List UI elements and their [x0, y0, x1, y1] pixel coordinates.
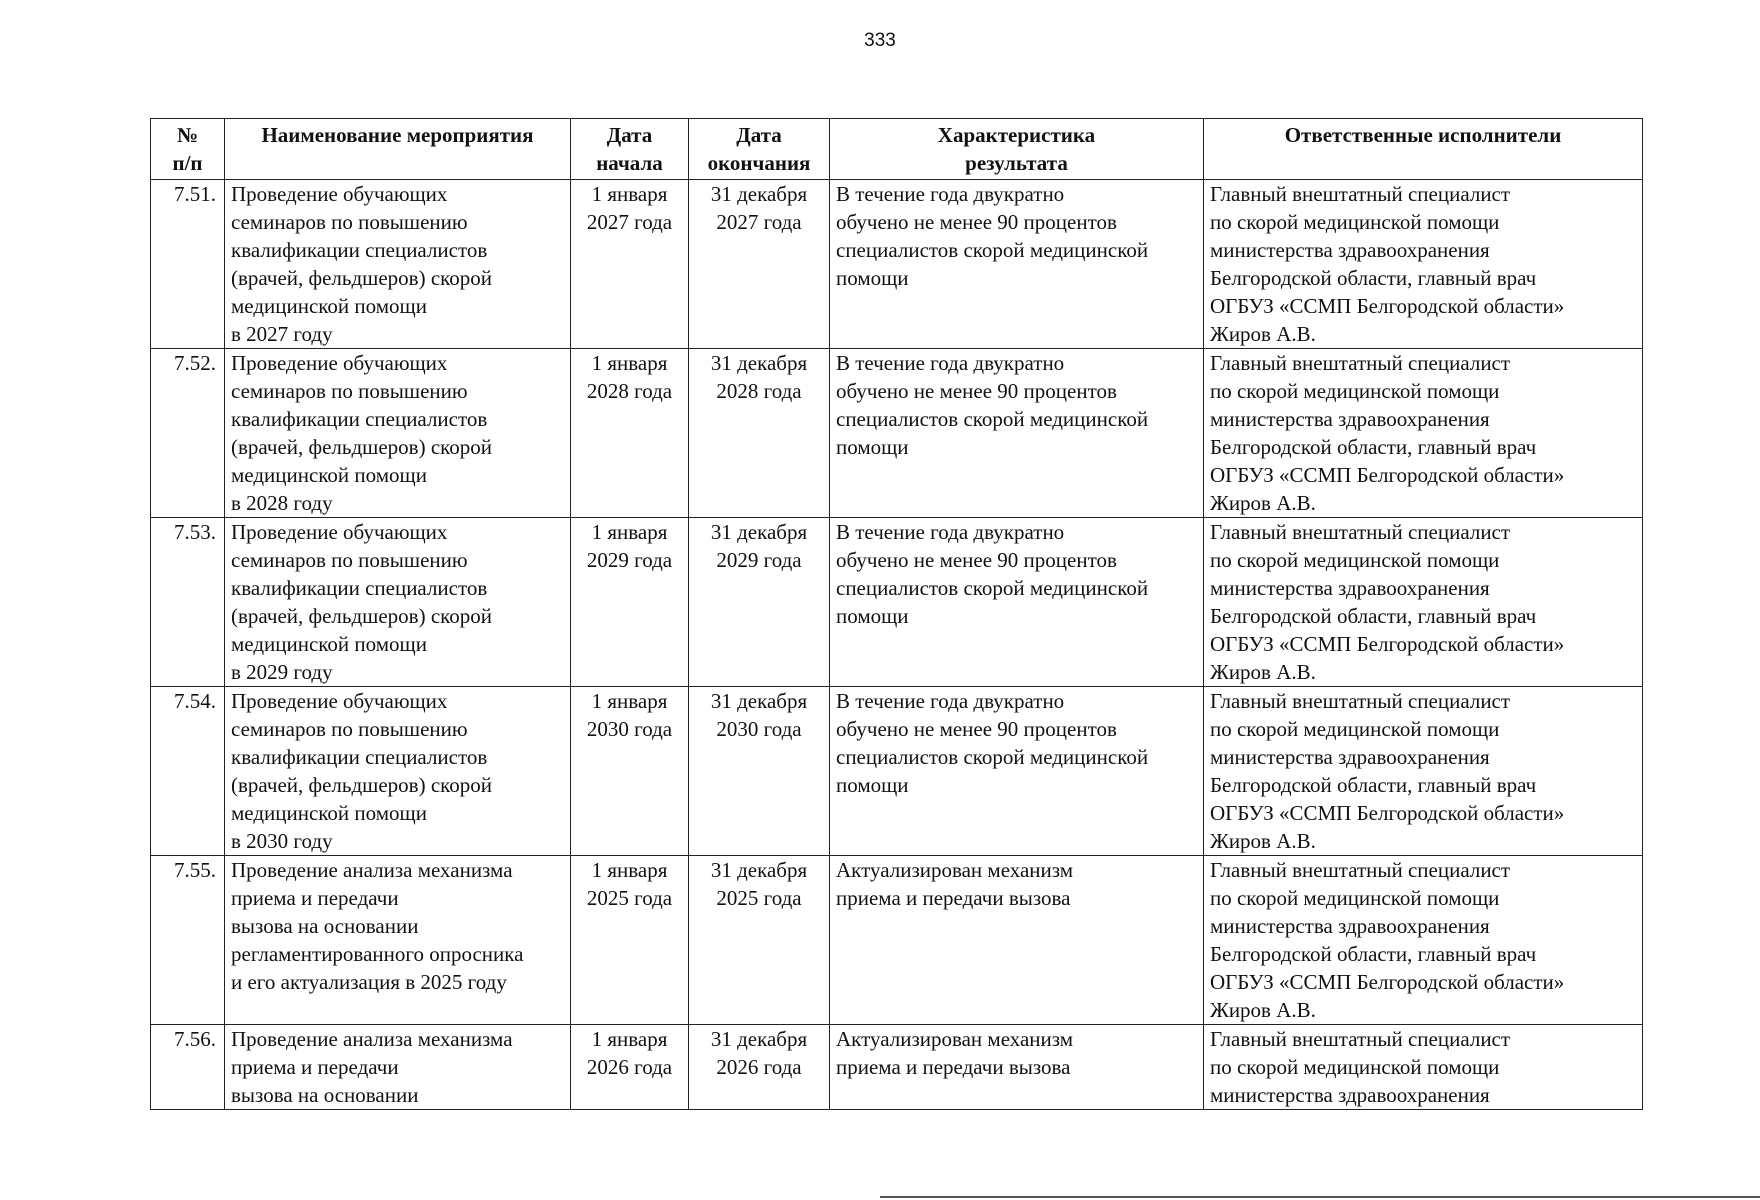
- cell-line: Белгородской области, главный врач: [1210, 266, 1537, 290]
- table-row: [151, 856, 1643, 1025]
- cell-line: Жиров А.В.: [1210, 829, 1316, 853]
- cell-line: (врачей, фельдшеров) скорой: [231, 604, 493, 628]
- header-line: Характеристика: [937, 123, 1096, 147]
- cell-line: 1 января: [591, 182, 668, 206]
- header-executors: [1204, 119, 1643, 180]
- cell-num: 7.55.: [151, 856, 225, 1025]
- cell-name: [225, 180, 571, 349]
- header-line: №: [176, 123, 199, 147]
- cell-start-date: [571, 1025, 689, 1110]
- cell-line: Белгородской области, главный врач: [1210, 942, 1537, 966]
- header-name: [225, 119, 571, 180]
- cell-line: приема и передачи: [231, 1055, 399, 1079]
- cell-line: Проведение обучающих: [231, 689, 448, 713]
- cell-line: В течение года двукратно: [836, 182, 1065, 206]
- header-num: [151, 119, 225, 180]
- cell-line: семинаров по повышению: [231, 548, 468, 572]
- cell-line: 31 декабря: [710, 182, 808, 206]
- cell-start-date: [571, 180, 689, 349]
- cell-end-date: [689, 349, 830, 518]
- cell-line: министерства здравоохранения: [1210, 407, 1490, 431]
- cell-line: помощи: [836, 435, 909, 459]
- cell-line: 2025 года: [586, 886, 673, 910]
- cell-line: специалистов скорой медицинской: [836, 407, 1149, 431]
- cell-line: в 2027 году: [231, 322, 333, 346]
- cell-executors: [1204, 180, 1643, 349]
- cell-line: приема и передачи вызова: [836, 1055, 1071, 1079]
- cell-line: Главный внештатный специалист: [1210, 689, 1511, 713]
- cell-name: [225, 687, 571, 856]
- cell-end-date: [689, 518, 830, 687]
- cell-line: Белгородской области, главный врач: [1210, 435, 1537, 459]
- table-row: [151, 687, 1643, 856]
- cell-line: Главный внештатный специалист: [1210, 858, 1511, 882]
- cell-line: 1 января: [591, 689, 668, 713]
- cell-line: министерства здравоохранения: [1210, 238, 1490, 262]
- cell-start-date: [571, 518, 689, 687]
- cell-line: 2027 года: [716, 210, 802, 234]
- cell-line: помощи: [836, 604, 909, 628]
- cell-line: семинаров по повышению: [231, 379, 468, 403]
- cell-line: по скорой медицинской помощи: [1210, 379, 1500, 403]
- cell-start-date: [571, 856, 689, 1025]
- cell-end-date: [689, 687, 830, 856]
- cell-line: Проведение анализа механизма: [231, 858, 513, 882]
- cell-line: помощи: [836, 773, 909, 797]
- table-row: [151, 180, 1643, 349]
- cell-line: 2028 года: [586, 379, 673, 403]
- cell-line: 2026 года: [716, 1055, 802, 1079]
- cell-line: медицинской помощи: [231, 801, 427, 825]
- cell-line: ОГБУЗ «ССМП Белгородской области»: [1210, 294, 1565, 318]
- cell-line: Проведение анализа механизма: [231, 1027, 513, 1051]
- cell-line: ОГБУЗ «ССМП Белгородской области»: [1210, 632, 1565, 656]
- cell-line: ОГБУЗ «ССМП Белгородской области»: [1210, 970, 1565, 994]
- cell-line: 31 декабря: [710, 858, 808, 882]
- cell-line: Главный внештатный специалист: [1210, 1027, 1511, 1051]
- cell-num: 7.56.: [151, 1025, 225, 1110]
- cell-line: 2025 года: [716, 886, 802, 910]
- cell-line: 31 декабря: [710, 520, 808, 544]
- cell-result: [830, 1025, 1204, 1110]
- cell-line: помощи: [836, 266, 909, 290]
- cell-line: Белгородской области, главный врач: [1210, 604, 1537, 628]
- cell-line: 2030 года: [586, 717, 673, 741]
- cell-line: по скорой медицинской помощи: [1210, 210, 1500, 234]
- header-line: Дата: [736, 123, 782, 147]
- cell-result: [830, 518, 1204, 687]
- cell-line: квалификации специалистов: [231, 745, 488, 769]
- header-start-date: [571, 119, 689, 180]
- cell-line: 2029 года: [716, 548, 802, 572]
- cell-executors: [1204, 856, 1643, 1025]
- cell-line: в 2028 году: [231, 491, 333, 515]
- cell-line: Проведение обучающих: [231, 351, 448, 375]
- cell-executors: [1204, 518, 1643, 687]
- table-body: [151, 180, 1643, 1110]
- cell-line: вызова на основании: [231, 1083, 419, 1107]
- cell-line: 2026 года: [586, 1055, 673, 1079]
- cell-line: министерства здравоохранения: [1210, 1083, 1490, 1107]
- cell-line: медицинской помощи: [231, 294, 427, 318]
- cell-line: по скорой медицинской помощи: [1210, 1055, 1500, 1079]
- cell-line: по скорой медицинской помощи: [1210, 717, 1500, 741]
- cell-result: [830, 349, 1204, 518]
- header-result: [830, 119, 1204, 180]
- cell-line: В течение года двукратно: [836, 351, 1065, 375]
- cell-line: Жиров А.В.: [1210, 998, 1316, 1022]
- cell-num: 7.51.: [151, 180, 225, 349]
- table-header-row: [151, 119, 1643, 180]
- table-row: [151, 349, 1643, 518]
- cell-end-date: [689, 856, 830, 1025]
- cell-line: 1 января: [591, 520, 668, 544]
- cell-line: вызова на основании: [231, 914, 419, 938]
- cell-result: [830, 687, 1204, 856]
- cell-line: министерства здравоохранения: [1210, 914, 1490, 938]
- cell-start-date: [571, 687, 689, 856]
- cell-line: Главный внештатный специалист: [1210, 182, 1511, 206]
- cell-line: 1 января: [591, 1027, 668, 1051]
- cell-line: 2030 года: [716, 717, 802, 741]
- cell-result: [830, 180, 1204, 349]
- cell-line: 2029 года: [586, 548, 673, 572]
- cell-line: медицинской помощи: [231, 632, 427, 656]
- cell-line: В течение года двукратно: [836, 520, 1065, 544]
- cell-line: 2028 года: [716, 379, 802, 403]
- cell-end-date: [689, 180, 830, 349]
- cell-line: семинаров по повышению: [231, 210, 468, 234]
- header-line: результата: [965, 151, 1068, 175]
- cell-start-date: [571, 349, 689, 518]
- cell-line: регламентированного опросника: [231, 942, 524, 966]
- header-line: окончания: [707, 151, 811, 175]
- cell-num: 7.52.: [151, 349, 225, 518]
- cell-line: приема и передачи вызова: [836, 886, 1071, 910]
- header-line: Ответственные исполнители: [1284, 123, 1562, 147]
- cell-line: 31 декабря: [710, 689, 808, 713]
- cell-line: Белгородской области, главный врач: [1210, 773, 1537, 797]
- cell-line: Проведение обучающих: [231, 182, 448, 206]
- cell-line: специалистов скорой медицинской: [836, 238, 1149, 262]
- cell-line: министерства здравоохранения: [1210, 745, 1490, 769]
- cell-line: и его актуализация в 2025 году: [231, 970, 507, 994]
- table-row: [151, 1025, 1643, 1110]
- cell-line: в 2030 году: [231, 829, 333, 853]
- cell-line: семинаров по повышению: [231, 717, 468, 741]
- header-line: начала: [596, 151, 663, 175]
- cell-line: квалификации специалистов: [231, 576, 488, 600]
- cell-line: 31 декабря: [710, 351, 808, 375]
- cell-result: [830, 856, 1204, 1025]
- cell-line: ОГБУЗ «ССМП Белгородской области»: [1210, 463, 1565, 487]
- cell-line: 1 января: [591, 858, 668, 882]
- cell-end-date: [689, 1025, 830, 1110]
- header-line: п/п: [172, 151, 203, 175]
- cell-name: [225, 1025, 571, 1110]
- cell-line: обучено не менее 90 процентов: [836, 379, 1117, 403]
- cell-executors: [1204, 687, 1643, 856]
- cell-line: Актуализирован механизм: [836, 858, 1074, 882]
- cell-line: специалистов скорой медицинской: [836, 576, 1149, 600]
- cell-line: 31 декабря: [710, 1027, 808, 1051]
- cell-name: [225, 518, 571, 687]
- cell-name: [225, 856, 571, 1025]
- cell-line: министерства здравоохранения: [1210, 576, 1490, 600]
- cell-line: Проведение обучающих: [231, 520, 448, 544]
- cell-line: обучено не менее 90 процентов: [836, 717, 1117, 741]
- cell-line: медицинской помощи: [231, 463, 427, 487]
- cell-line: (врачей, фельдшеров) скорой: [231, 435, 493, 459]
- table-row: [151, 518, 1643, 687]
- cell-line: Жиров А.В.: [1210, 322, 1316, 346]
- cell-line: специалистов скорой медицинской: [836, 745, 1149, 769]
- cell-num: 7.53.: [151, 518, 225, 687]
- cell-line: в 2029 году: [231, 660, 333, 684]
- cell-line: обучено не менее 90 процентов: [836, 548, 1117, 572]
- cell-name: [225, 349, 571, 518]
- cell-executors: [1204, 349, 1643, 518]
- cell-line: квалификации специалистов: [231, 407, 488, 431]
- cell-line: Жиров А.В.: [1210, 491, 1316, 515]
- cell-line: (врачей, фельдшеров) скорой: [231, 773, 493, 797]
- cell-line: В течение года двукратно: [836, 689, 1065, 713]
- cell-line: (врачей, фельдшеров) скорой: [231, 266, 493, 290]
- cell-line: Актуализирован механизм: [836, 1027, 1074, 1051]
- activities-table: [150, 118, 1643, 1110]
- cell-line: обучено не менее 90 процентов: [836, 210, 1117, 234]
- cell-line: по скорой медицинской помощи: [1210, 548, 1500, 572]
- cell-line: Жиров А.В.: [1210, 660, 1316, 684]
- header-end-date: [689, 119, 830, 180]
- cell-line: Главный внештатный специалист: [1210, 351, 1511, 375]
- header-line: Дата: [606, 123, 653, 147]
- page-number: 333: [864, 30, 896, 51]
- cell-line: 2027 года: [586, 210, 673, 234]
- cell-line: Главный внештатный специалист: [1210, 520, 1511, 544]
- bottom-scan-rule: [880, 1196, 1760, 1198]
- header-line: Наименование мероприятия: [261, 123, 534, 147]
- cell-executors: [1204, 1025, 1643, 1110]
- cell-line: 1 января: [591, 351, 668, 375]
- cell-line: приема и передачи: [231, 886, 399, 910]
- cell-line: квалификации специалистов: [231, 238, 488, 262]
- cell-num: 7.54.: [151, 687, 225, 856]
- cell-line: по скорой медицинской помощи: [1210, 886, 1500, 910]
- cell-line: ОГБУЗ «ССМП Белгородской области»: [1210, 801, 1565, 825]
